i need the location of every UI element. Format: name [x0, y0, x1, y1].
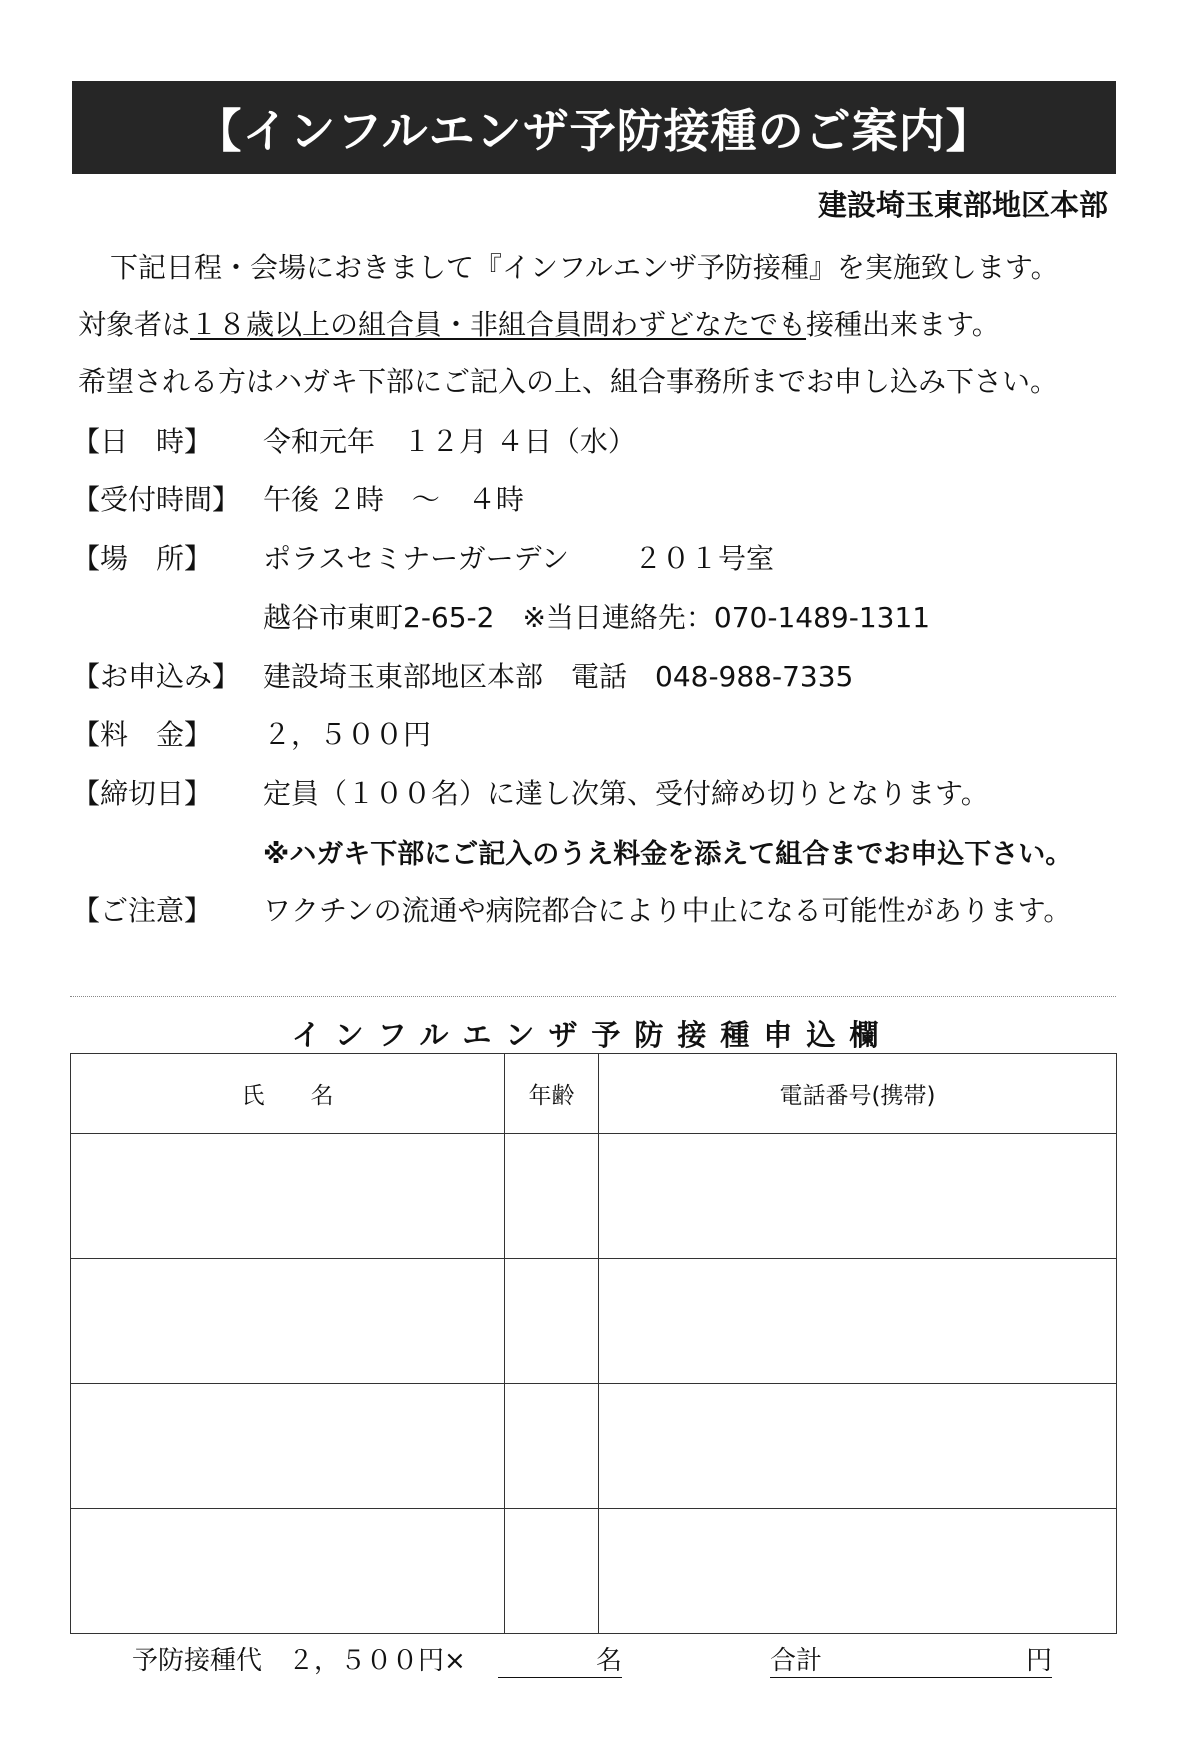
- organization-name: 建設埼玉東部地区本部: [817, 188, 1108, 222]
- fee-calc-text: 予防接種代 ２，５００円×: [132, 1646, 466, 1676]
- intro-line-2-underlined: １８歳以上の組合員・非組合員問わずどなたでも: [190, 308, 807, 341]
- detail-value: 定員（１００名）に達し次第、受付締め切りとなります。: [263, 777, 989, 810]
- detail-value: 午後 ２時 ～ ４時: [263, 483, 524, 516]
- detail-label: 【場 所】: [72, 542, 213, 575]
- name-cell[interactable]: [71, 1134, 505, 1259]
- phone-cell[interactable]: [599, 1134, 1117, 1259]
- detail-label: 【料 金】: [72, 718, 213, 751]
- detail-label: 【受付時間】: [72, 483, 241, 516]
- intro-line-2-suffix: 接種出来ます。: [806, 308, 1000, 341]
- age-cell[interactable]: [505, 1384, 599, 1509]
- detail-label: 【日 時】: [72, 425, 213, 458]
- total-label: 合計: [770, 1646, 823, 1676]
- name-cell[interactable]: [71, 1509, 505, 1634]
- age-cell[interactable]: [505, 1509, 599, 1634]
- application-table: [70, 1053, 1117, 1634]
- age-cell[interactable]: [505, 1134, 599, 1259]
- yen-unit: 円: [1025, 1646, 1052, 1676]
- bold-note: ※ハガキ下部にご記入のうえ料金を添えて組合までお申込下さい。: [263, 839, 1073, 870]
- detail-label: 【締切日】: [72, 777, 213, 810]
- detail-value: 建設埼玉東部地区本部 電話 048-988-7335: [263, 660, 854, 693]
- phone-cell[interactable]: [599, 1509, 1117, 1634]
- name-cell[interactable]: [71, 1384, 505, 1509]
- cut-line: [70, 996, 1116, 997]
- detail-value: ポラスセミナーガーデン ２０１号室: [263, 542, 774, 575]
- table-row: [71, 1384, 1117, 1509]
- column-header-phone: 電話番号(携帯): [599, 1054, 1117, 1134]
- detail-value: ２，５００円: [263, 718, 432, 751]
- table-header-row: [71, 1054, 1117, 1134]
- detail-label: 【お申込み】: [72, 660, 241, 693]
- intro-line-2: [78, 303, 1000, 343]
- total-blank[interactable]: [770, 1640, 1052, 1678]
- table-row: [71, 1134, 1117, 1259]
- page-title: 【インフルエンザ予防接種のご案内】: [72, 81, 1116, 174]
- phone-cell[interactable]: [599, 1384, 1117, 1509]
- intro-line-2-prefix: 対象者は: [78, 308, 191, 341]
- caution-value: ワクチンの流通や病院都合により中止になる可能性があります。: [263, 894, 1072, 927]
- table-row: [71, 1259, 1117, 1384]
- detail-value: 令和元年 １２月 ４日（水）: [263, 425, 636, 458]
- caution-label: 【ご注意】: [72, 894, 213, 927]
- age-cell[interactable]: [505, 1259, 599, 1384]
- people-blank[interactable]: [498, 1640, 622, 1678]
- intro-line-1: 下記日程・会場におきまして『インフルエンザ予防接種』を実施致します。: [110, 251, 1059, 284]
- detail-value: 越谷市東町2-65-2 ※当日連絡先：070-1489-1311: [263, 601, 931, 634]
- column-header-age: 年齢: [505, 1054, 599, 1134]
- form-title: インフルエンザ予防接種申込欄: [291, 1018, 893, 1052]
- people-unit: 名: [595, 1646, 622, 1676]
- intro-line-3: 希望される方はハガキ下部にご記入の上、組合事務所までお申し込み下さい。: [78, 365, 1059, 398]
- table-row: [71, 1509, 1117, 1634]
- name-cell[interactable]: [71, 1259, 505, 1384]
- phone-cell[interactable]: [599, 1259, 1117, 1384]
- column-header-name: 氏 名: [71, 1054, 505, 1134]
